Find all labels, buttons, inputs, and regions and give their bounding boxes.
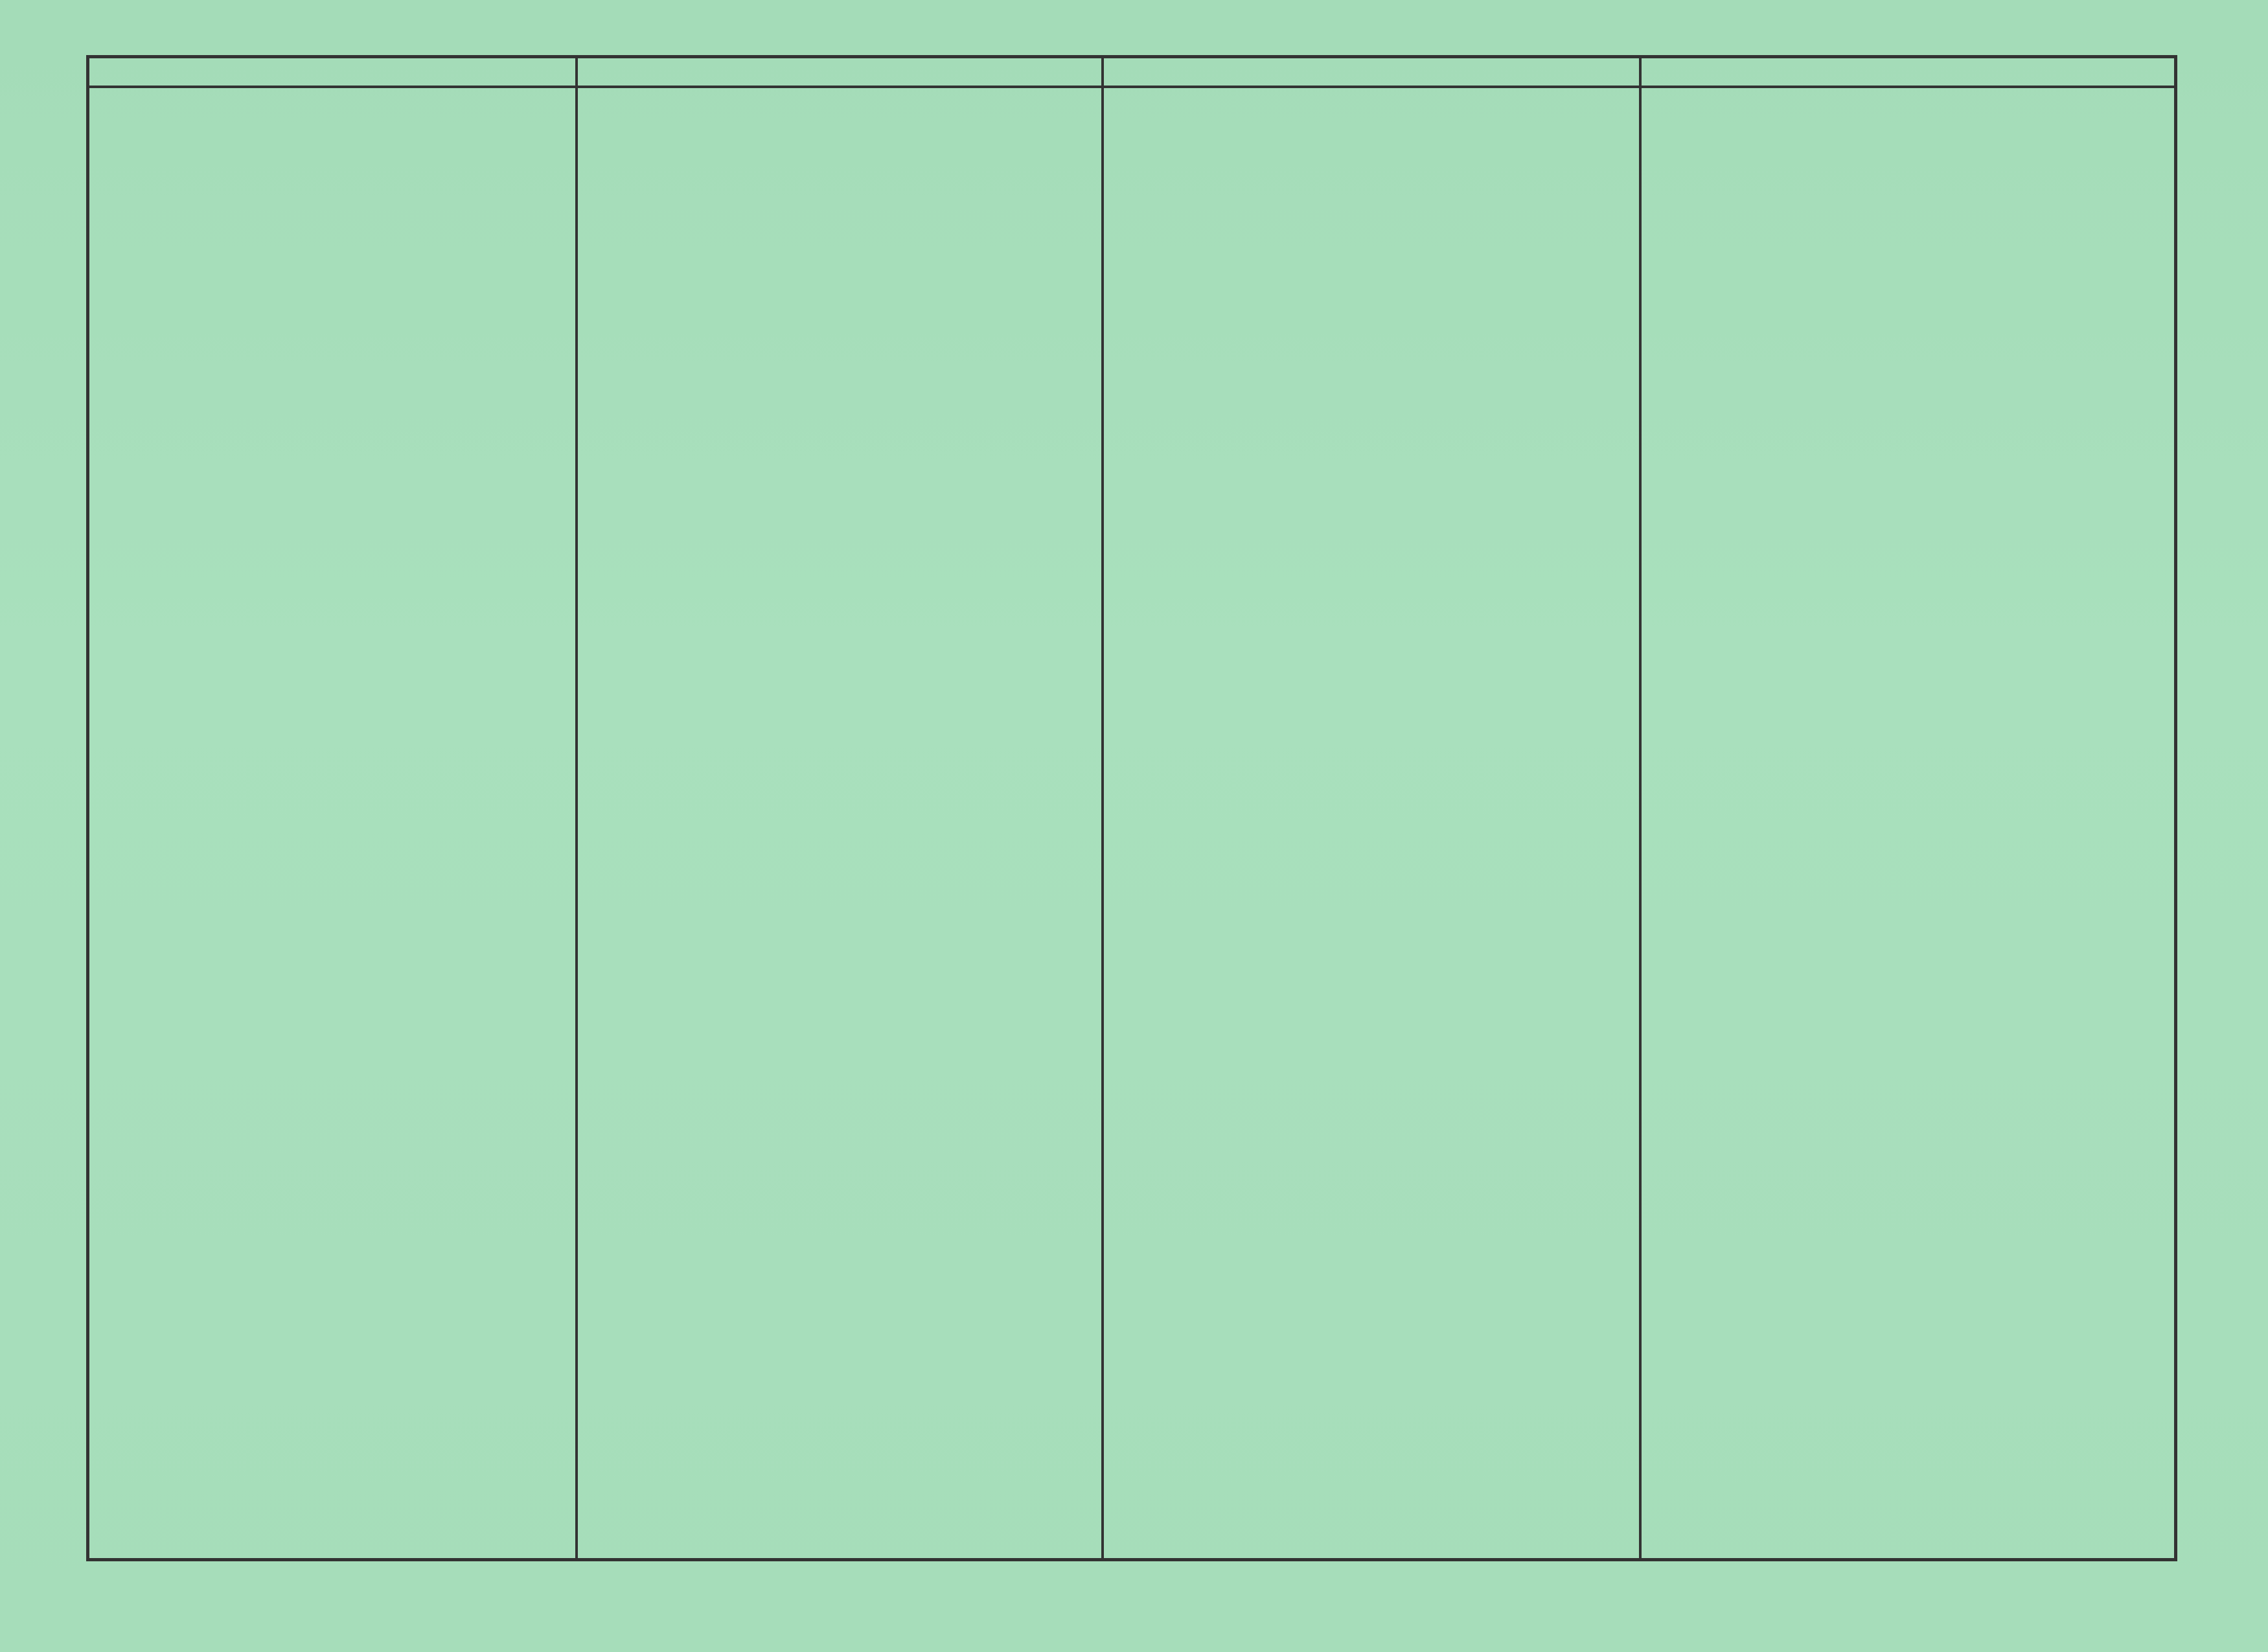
column-divider	[575, 55, 578, 1561]
header-divider	[86, 86, 2177, 88]
header-eltern	[87, 53, 575, 84]
column-divider	[1639, 55, 1642, 1561]
pedigree-table	[86, 55, 2177, 1561]
header-grosseltern	[578, 53, 1101, 84]
header-ur-ur-grosseltern	[1642, 53, 2177, 84]
column-divider	[1101, 55, 1104, 1561]
header-ur-grosseltern	[1104, 53, 1639, 84]
